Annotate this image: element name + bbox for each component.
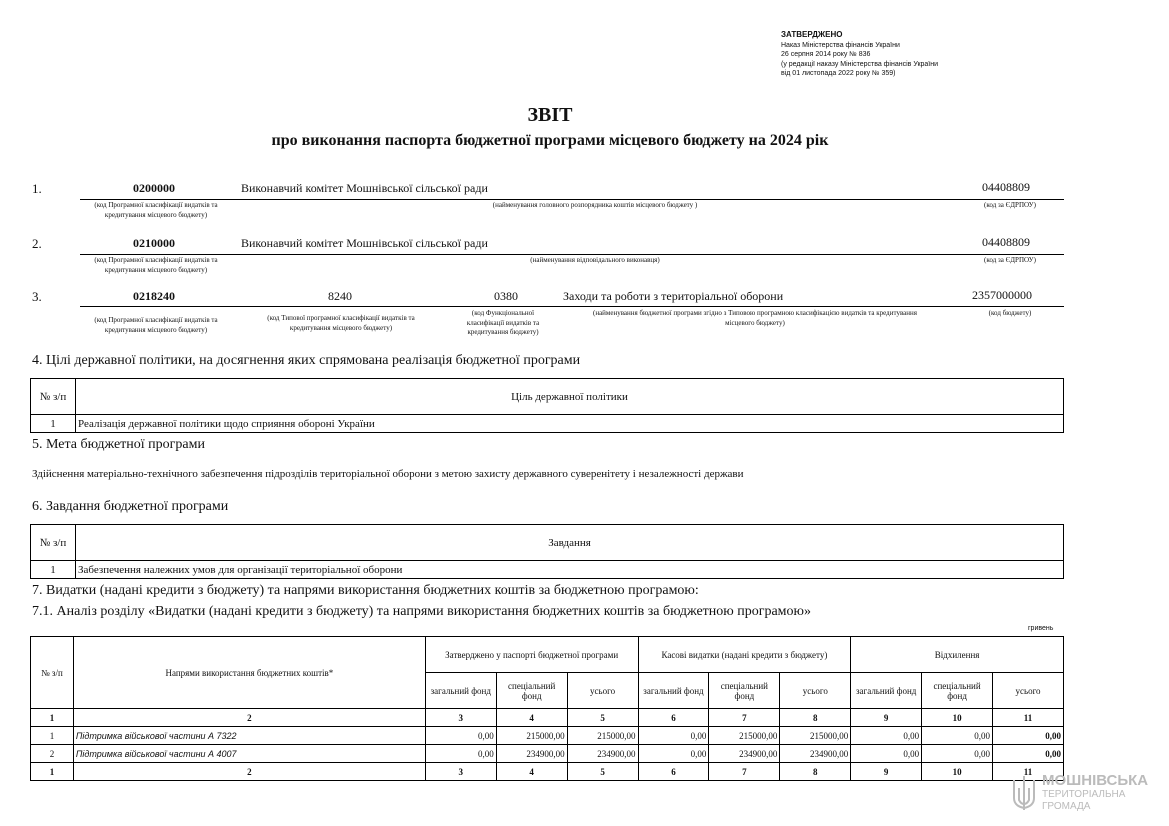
tasks-header-task: Завдання [76,525,1064,561]
task-number: 1 [31,561,76,579]
row2-number: 2. [32,236,42,251]
table-row [31,561,1064,579]
row3-caption-code: (код Програмної класифікації видатків та кредитування місцевого бюджету) [94,316,218,334]
row2-edrpou: 04408809 [982,235,1030,249]
row-number: 1 [31,727,74,745]
column-number: 9 [851,709,922,727]
expenses-header-number: № з/п [31,637,74,709]
expenses-header-row [31,637,1064,673]
expenses-header-approved: Затверджено у паспорті бюджетної програми [425,637,638,673]
goals-header-row [31,379,1064,415]
section7-title: 7. Видатки (надані кредити з бюджету) та напрями використання бюджетних коштів за бюджетною програмою: [32,583,699,598]
column-number: 6 [638,763,709,781]
header-general-fund: загальний фонд [851,673,922,709]
section6-title: 6. Завдання бюджетної програми [32,499,229,514]
row-value: 0,00 [922,727,993,745]
currency-unit: гривень [1028,625,1054,632]
row2-caption-name: (найменування відповідального виконавця) [530,256,660,264]
row-number: 2 [31,745,74,763]
expenses-header-direction: Напрями використання бюджетних коштів* [73,637,425,709]
goals-header-goal: Ціль державної політики [76,379,1064,415]
approval-line: від 01 листопада 2022 року № 359) [781,70,896,77]
section5-title: 5. Мета бюджетної програми [32,437,205,452]
approval-stamp [781,30,938,79]
table-row [31,727,1064,745]
column-number: 2 [73,709,425,727]
row2-code: 0210000 [133,236,175,250]
goals-header-number: № з/п [31,379,76,415]
row-value: 215000,00 [780,727,851,745]
row1-caption-edrpou: (код за ЄДРПОУ) [984,201,1036,209]
row-value: 0,00 [425,727,496,745]
column-number: 5 [567,763,638,781]
column-number: 6 [638,709,709,727]
column-number: 3 [425,709,496,727]
logo-line3: ГРОМАДА [1042,801,1091,812]
row-value: 0,00 [851,745,922,763]
row3-underline [80,306,1064,307]
row-value: 234900,00 [709,745,780,763]
column-number: 3 [425,763,496,781]
row-value: 0,00 [993,745,1064,763]
row-value: 0,00 [638,745,709,763]
row3-code: 0218240 [133,289,175,303]
row-value: 234900,00 [780,745,851,763]
tasks-header-row [31,525,1064,561]
row2-underline [80,254,1064,255]
header-special-fund: спеціальний фонд [496,673,567,709]
row1-caption-name: (найменування головного розпорядника коштів місцевого бюджету ) [492,201,698,209]
tasks-table [30,524,1064,579]
row-value: 234900,00 [496,745,567,763]
column-number: 7 [709,709,780,727]
row1-number: 1. [32,181,42,196]
header-special-fund: спеціальний фонд [922,673,993,709]
header-total: усього [780,673,851,709]
row2-name: Виконавчий комітет Мошнівської сільської ради [241,236,488,250]
row-direction: Підтримка військової частини А 7322 [73,727,425,745]
column-number: 8 [780,709,851,727]
expenses-table [30,636,1064,781]
column-number: 10 [922,763,993,781]
column-number: 1 [31,763,74,781]
row-direction: Підтримка військової частини А 4007 [73,745,425,763]
column-number: 2 [73,763,425,781]
task-text: Забезпечення належних умов для організації територіальної оборони [76,561,1064,579]
approval-line: Наказ Міністерства фінансів України [781,41,900,49]
row-value: 234900,00 [567,745,638,763]
row1-code: 0200000 [133,181,175,195]
program-purpose: Здійснення матеріально-технічного забезпечення підрозділів територіальної оборони з метою захисту державного суверенітету і незалежності держави [32,468,744,480]
row-value: 0,00 [638,727,709,745]
goals-table [30,378,1064,433]
column-numbers-row [31,763,1064,781]
approval-line: (у редакції наказу Міністерства фінансів України [781,60,939,68]
column-number: 9 [851,763,922,781]
row3-budget-code: 2357000000 [972,288,1032,302]
table-row [31,745,1064,763]
header-total: усього [993,673,1064,709]
row2-caption-code: (код Програмної класифікації видатків та кредитування місцевого бюджету) [94,256,218,274]
column-number: 5 [567,709,638,727]
header-general-fund: загальний фонд [425,673,496,709]
column-number: 11 [993,709,1064,727]
row-value: 215000,00 [709,727,780,745]
column-number: 4 [496,709,567,727]
row3-caption-function: (код Функціональної класифікації видатків та кредитування бюджету) [466,309,540,336]
row2-caption-edrpou: (код за ЄДРПОУ) [984,256,1036,264]
header-general-fund: загальний фонд [638,673,709,709]
section71-title: 7.1. Аналіз розділу «Видатки (надані кредити з бюджету) та напрями використання бюджетних коштів за бюджетною програмою» [32,604,812,619]
expenses-header-cash: Касові видатки (надані кредити з бюджету) [638,637,851,673]
header-special-fund: спеціальний фонд [709,673,780,709]
row-value: 215000,00 [567,727,638,745]
column-number: 11 [993,763,1064,781]
row3-program-name: Заходи та роботи з територіальної оборони [563,289,784,303]
row3-typical-code: 8240 [328,289,352,303]
section4-title: 4. Цілі державної політики, на досягнення яких спрямована реалізація бюджетної програми [32,353,581,368]
row1-name: Виконавчий комітет Мошнівської сільської ради [241,181,488,195]
row3-function-code: 0380 [494,289,518,303]
goal-number: 1 [31,415,76,433]
header-total: усього [567,673,638,709]
row3-caption-name: (найменування бюджетної програми згідно з Типовою програмною класифікацією видатків та кредитування місцевого бюджету) [593,309,917,327]
tasks-header-number: № з/п [31,525,76,561]
report-title: ЗВІТ [527,104,573,126]
row-value: 215000,00 [496,727,567,745]
column-number: 8 [780,763,851,781]
row-value: 0,00 [993,727,1064,745]
row-value: 0,00 [922,745,993,763]
row-value: 0,00 [425,745,496,763]
trident-icon [1010,774,1038,814]
expenses-header-deviation: Відхилення [851,637,1064,673]
table-row [31,415,1064,433]
logo-line2: ТЕРИТОРІАЛЬНА [1042,789,1126,800]
report-subtitle: про виконання паспорта бюджетної програми місцевого бюджету на 2024 рік [271,132,829,149]
column-number: 4 [496,763,567,781]
row1-edrpou: 04408809 [982,180,1030,194]
column-number: 1 [31,709,74,727]
row3-number: 3. [32,289,42,304]
row1-underline [80,199,1064,200]
goal-text: Реалізація державної політики щодо сприяння обороні України [76,415,1064,433]
column-number: 10 [922,709,993,727]
column-numbers-row [31,709,1064,727]
logo-line1: МОШНІВСЬКА [1042,772,1149,789]
approval-line: 26 серпня 2014 року № 836 [781,51,871,58]
row1-caption-code: (код Програмної класифікації видатків та кредитування місцевого бюджету) [94,201,218,219]
row-value: 0,00 [851,727,922,745]
row3-caption-budget: (код бюджету) [988,309,1032,317]
approval-title: ЗАТВЕРДЖЕНО [781,30,843,39]
row3-caption-typical: (код Типової програмної класифікації видатків та кредитування місцевого бюджету) [267,314,415,332]
column-number: 7 [709,763,780,781]
